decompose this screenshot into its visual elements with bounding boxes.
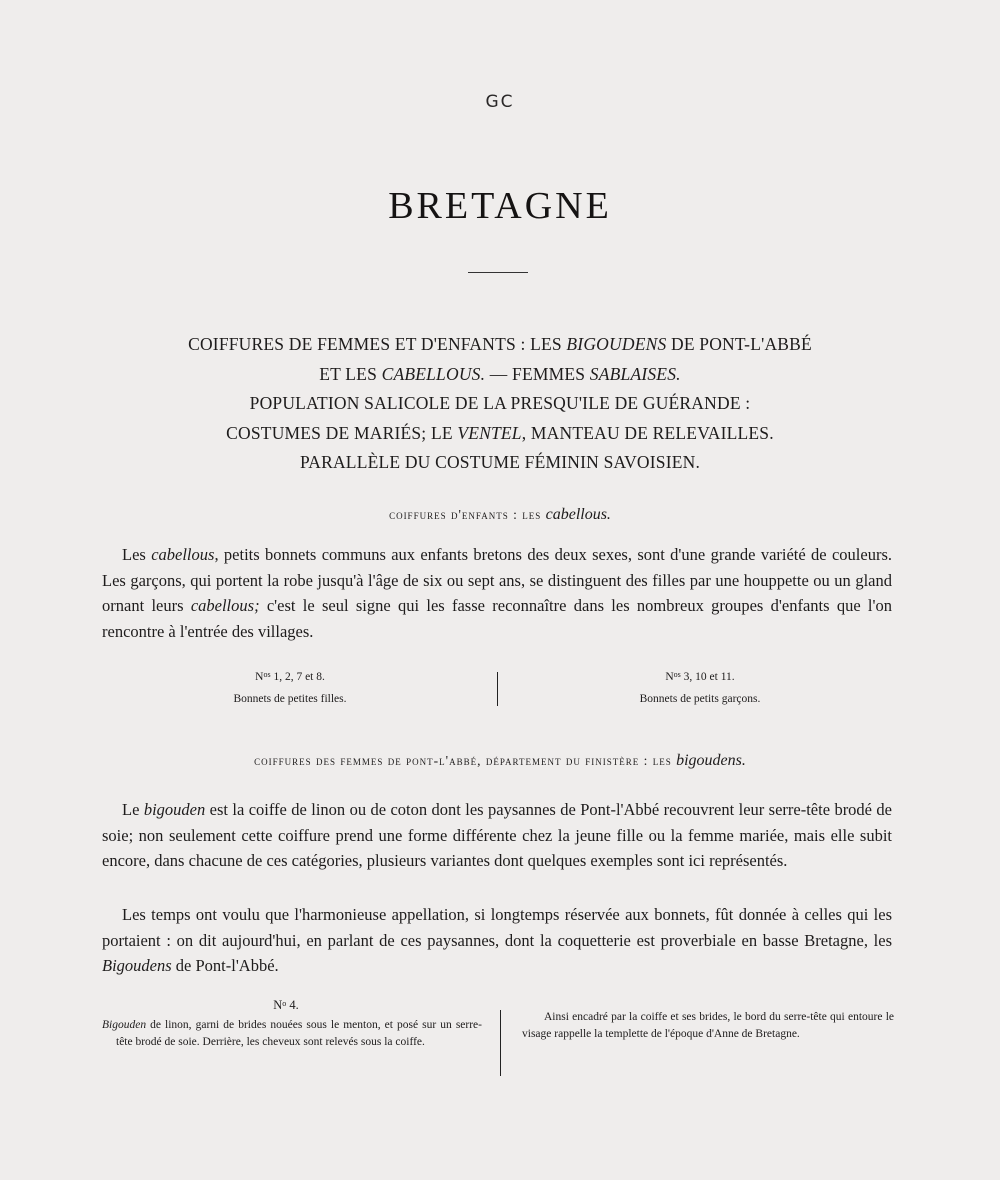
subtitle-line-1: COIFFURES DE FEMMES ET D'ENFANTS : LES BIGOUDENS DE PONT-L'ABBÉ	[188, 334, 812, 354]
section-heading-bigoudens: coiffures des femmes de pont-l'abbé, département du finistère : les bigoudens.	[254, 752, 746, 769]
section-heading-cabellous: coiffures d'enfants : les cabellous.	[389, 506, 611, 523]
caption-divider	[497, 672, 498, 706]
title-divider	[468, 272, 528, 273]
subtitle-line-2: ET LES CABELLOUS. — FEMMES SABLAISES.	[319, 363, 681, 384]
caption-left-number: $N^{os}$ 1, 2, 7 et 8.	[255, 670, 325, 683]
paragraph-bigouden: Le bigouden est la coiffe de linon ou de coton dont les paysannes de Pont-l'Abbé recouvrent leur serre-tête brodé de soie; non seulement cette coiffure prend une forme différente chez la jeune fille ou la femme mariée, mais elle subit encore, dans chacune de ces catégories, plusieurs variantes dont quelques exemples sont ici représentés.	[102, 800, 892, 870]
subtitle-line-3: POPULATION SALICOLE DE LA PRESQU'ILE DE GUÉRANDE :	[249, 393, 751, 413]
paragraph-appellation: Les temps ont voulu que l'harmonieuse appellation, si longtemps réservée aux bonnets, fût donnée à celles qui les portaient : on dit aujourd'hui, en parlant de ces paysannes, dont la coquetterie est proverbiale en basse Bretagne, les Bigoudens de Pont-l'Abbé.	[102, 905, 892, 975]
caption-right-text: Bonnets de petits garçons.	[639, 693, 761, 705]
paragraph-cabellous: Les cabellous, petits bonnets communs aux enfants bretons des deux sexes, sont d'une grande variété de couleurs. Les garçons, qui portent la robe jusqu'à l'âge de six ou sept ans, se distinguent des filles par une houppette ou un gland ornant leurs cabellous; c'est le seul signe qui les fasse reconnaître dans les nombreux groupes d'enfants que l'on rencontre à l'entrée des villages.	[102, 545, 893, 641]
caption-left	[190, 664, 390, 710]
chapter-subtitle	[100, 330, 900, 478]
note-left: Bigouden de linon, garni de brides nouées sous le menton, et posé sur un serre-tête brodé de soie. Derrière, les cheveux sont relevés sous la coiffe.	[102, 1019, 482, 1048]
caption-left-text: Bonnets de petites filles.	[233, 693, 347, 705]
note-right: Ainsi encadré par la coiffe et ses brides, le bord du serre-tête qui entoure le visage rappelle la templette de l'époque d'Anne de Bretagne.	[522, 1011, 894, 1040]
page-folio: GC	[485, 92, 515, 112]
subtitle-line-5: PARALLÈLE DU COSTUME FÉMININ SAVOISIEN.	[299, 452, 701, 472]
caption-right-number: $N^{os}$ 3, 10 et 11.	[665, 670, 735, 683]
page-title: BRETAGNE	[388, 185, 612, 227]
note-divider	[500, 1010, 501, 1076]
note-number: $N^o$ 4.	[273, 998, 299, 1012]
subtitle-line-4: COSTUMES DE MARIÉS; LE VENTEL, MANTEAU DE RELEVAILLES.	[226, 422, 774, 443]
caption-right	[600, 664, 800, 710]
